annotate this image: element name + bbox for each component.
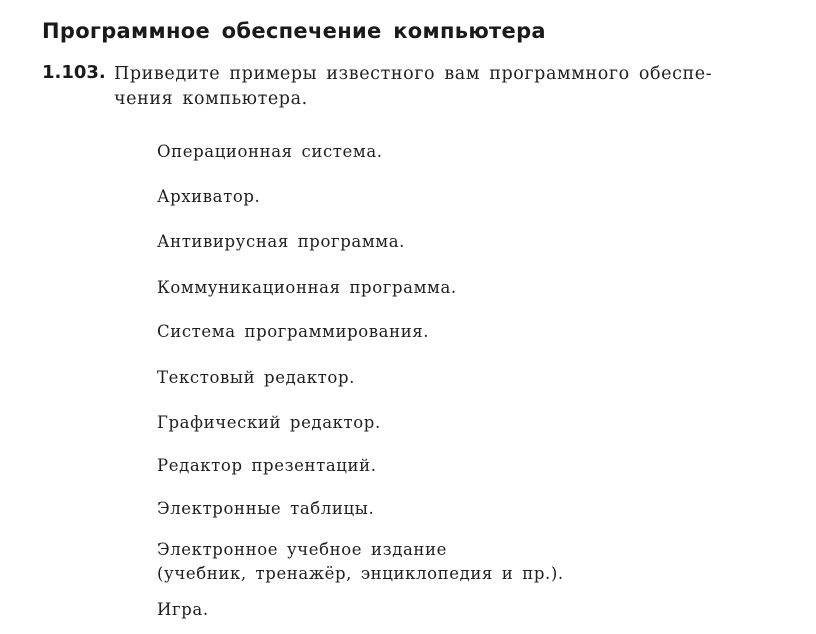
answer-text-line: Архиватор. [157,187,261,206]
answer-text [157,411,381,435]
answer-text-line: Текстовый редактор. [157,368,355,387]
answer-text [157,276,457,300]
answer-text [157,598,209,622]
answer-text [157,230,405,254]
answer-text [157,497,374,521]
task-number: 1.103. [42,62,106,83]
answer-text [157,185,260,209]
answer-text-line: Электронное учебное издание [157,540,447,559]
answer-text-line: (учебник, тренажёр, энциклопедия и пр.). [157,564,564,583]
task-text-line: чения компьютера. [114,89,308,109]
answer-text [157,140,383,164]
task-text-line: Приведите примеры известного вам программного обеспе- [114,64,713,84]
answer-text-line: Антивирусная программа. [157,232,405,251]
answer-text [157,454,377,478]
answer-text [157,538,564,586]
answer-text-line: Операционная система. [157,142,383,161]
answer-text [157,366,355,390]
answer-text-line: Система программирования. [157,322,430,341]
answer-text-line: Графический редактор. [157,413,381,432]
answer-text-line: Коммуникационная программа. [157,278,457,297]
answer-text-line: Игра. [157,600,209,619]
answer-text-line: Редактор презентаций. [157,456,377,475]
section-title: Программное обеспечение компьютера [42,19,546,43]
answer-text-line: Электронные таблицы. [157,499,375,518]
answer-text [157,320,429,344]
